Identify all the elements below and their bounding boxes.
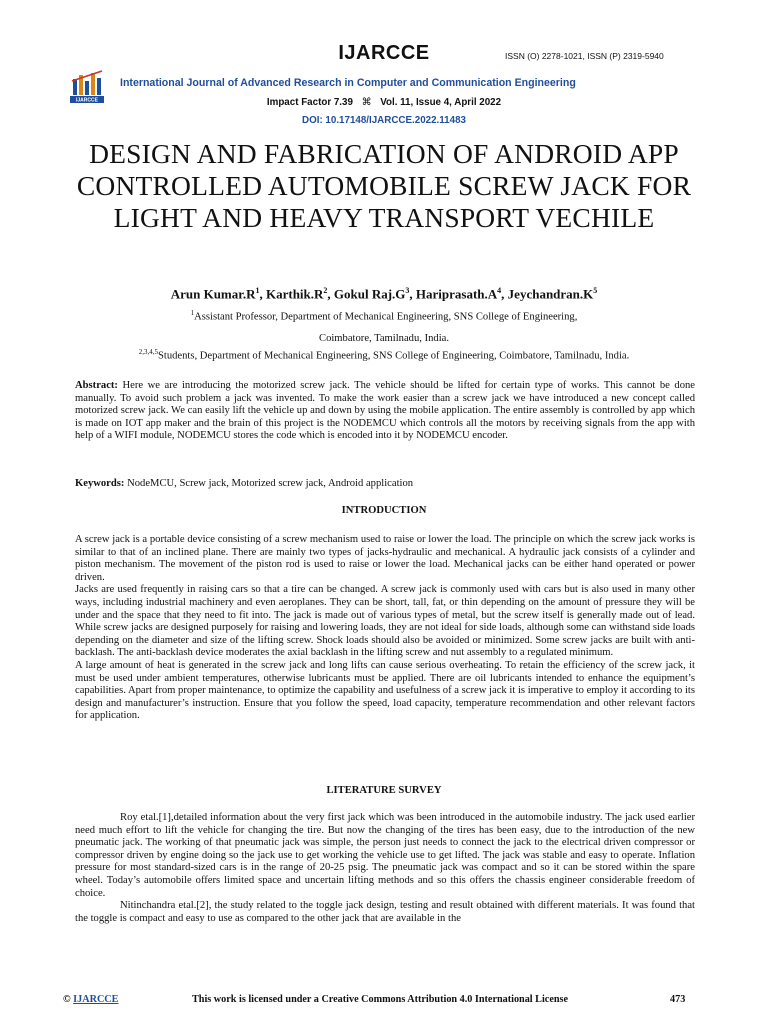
- license-text: This work is licensed under a Creative Commons Attribution 4.0 International License: [192, 994, 569, 1005]
- impact-factor: Impact Factor 7.39: [266, 97, 353, 108]
- affiliation-1: $^1$Assistant Professor, Department of Mechanical Engineering, SNS College of Engineering,: [190, 309, 578, 323]
- section-heading-literature-survey: LITERATURE SURVEY: [326, 785, 442, 796]
- paragraph: Nitinchandra etal.[2], the study related to the toggle jack design, testing and result obtained with different materials. It was found that the toggle is compact and easy to use as compared to the other jack that are available in the: [75, 900, 695, 924]
- paper-title: DESIGN AND FABRICATION OF ANDROID APP CONTROLLED AUTOMOBILE SCREW JACK FOR LIGHT AND HEAVY TRANSPORT VECHILE: [76, 138, 692, 233]
- separator-icon: ⌘: [361, 97, 372, 108]
- copyright-icon: ©: [63, 994, 71, 1005]
- abstract-text: Here we are introducing the motorized screw jack. The vehicle should be lifted for certain type of works. This cannot be done manually. To avoid such problem a jack was invented. To make the work easier than a screw jack we have introduced a new concept called motorized screw jack. We can easily lift the vehicle up and down by using the mobile application. The entire assembly is controlled by app which is made on IOT app maker and the brain of this project is the NODEMCU which controls all the motors by receiving signals from the app with help of a WIFI module, NODEMCU stores the code which is encoded into it by NODEMCU encoder.: [75, 380, 696, 442]
- impact-line: [0, 97, 768, 108]
- paragraph: A large amount of heat is generated in the screw jack and long lifts can cause serious overheating. To retain the efficiency of the screw jack, it must be used under ambient temperatures, otherwise lubricants must be applied. There are oil lubricants intended to enhance the equipment’s capabilities. Apart from proper maintenance, to optimize the capability and usefulness of a screw jack it is imperative to employ it according to its design and manufacturer’s instruction. Ensure that you follow the speed, load capacity, temperature recommendation and other relevant factors for application.: [75, 659, 695, 722]
- author-list: Arun $Kumar.R^1$, $Karthik.R^2$, Gokul $Raj.G^3$, $Hariprasath.A^4$, $Jeychandran.K^5$: [170, 286, 598, 302]
- affiliation-1-city: Coimbatore, Tamilnadu, India.: [319, 333, 449, 344]
- section-heading-introduction: INTRODUCTION: [341, 505, 427, 516]
- page-number: 473: [670, 994, 686, 1005]
- keywords-label: Keywords:: [75, 478, 125, 489]
- abstract: [75, 380, 695, 443]
- author-name: Karthik.R: [265, 286, 324, 302]
- journal-name: IJARCCE: [338, 42, 430, 64]
- paragraph: Roy etal.[1],detailed information about the very first jack which was been introduced in the automobile industry. The jack used earlier need much effort to lift the vehicle for changing the tire. But now the changing of the tires has been easy, due to the introduction of the new pneumatic jack. The working of that pneumatic jack was simple, the person just needs to connect the jack to the electrical driven compressor or compressor driven by engine doing so the jack use to get working the vehicle use to get lifted. The jack was stable and easy to operate. Inflation pressure for most standard-sized cars is in the range of 20-25 psig. The pneumatic jack was compact and so it can be stored within the spare wheel. Today’s automobile offers limited space and uncertain lifting methods and so this offers the chassis engineer considerable freedom of choice.: [75, 812, 695, 899]
- introduction-body: [75, 534, 695, 723]
- journal-full-name: International Journal of Advanced Research in Computer and Communication Engineering: [120, 77, 576, 89]
- keywords: [75, 478, 695, 491]
- paragraph: Jacks are used frequently in raising cars so that a tire can be changed. A screw jack is commonly used with cars but is also used in many other ways, including industrial machinery and even aeroplanes. They can be short, tall, fat, or thin depending on the amount of pressure they will be under and the space that they need to fit into. The jack is made out of various types of metal, but the screw itself is generally made out of lead. While screw jacks are designed purposely for raising and lowering loads, they are not ideal for side loads, although some can withstand side loads depending on the diameter and size of the lifting screw. Shock loads should also be avoided or minimized. Some screw jacks are built with anti-backlash. The anti-backlash device moderates the axial backlash in the lifting screw and nut assembly to a regulated minimum.: [75, 584, 695, 659]
- author-name: Arun Kumar.R: [170, 286, 256, 302]
- volume-issue: Vol. 11, Issue 4, April 2022: [380, 97, 502, 108]
- logo-text: IJARCCE: [76, 97, 98, 103]
- journal-link[interactable]: IJARCCE: [73, 994, 119, 1005]
- author-name: Jeychandran.K: [507, 286, 594, 302]
- literature-body: [75, 812, 695, 925]
- keywords-text: NodeMCU, Screw jack, Motorized screw jack, Android application: [127, 478, 414, 489]
- copyright: [63, 994, 118, 1005]
- abstract-label: Abstract:: [75, 380, 118, 391]
- paragraph: A screw jack is a portable device consisting of a screw mechanism used to raise or lower the load. The principle on which the screw jack works is similar to that of an inclined plane. There are mainly two types of jacks-hydraulic and mechanical. A hydraulic jack consists of a cylinder and piston mechanism. The movement of the piston rod is used to raise or lower the load. Mechanical jacks can be either hand operated or power driven.: [75, 534, 695, 583]
- doi: DOI: 10.17148/IJARCCE.2022.11483: [302, 115, 466, 126]
- page-footer: [0, 994, 768, 1012]
- author-name: Gokul Raj.G: [333, 286, 406, 302]
- issn: ISSN (O) 2278-1021, ISSN (P) 2319-5940: [505, 51, 664, 61]
- author-name: Hariprasath.A: [415, 286, 498, 302]
- affiliation-2: $^{2,3,4,5}$Students, Department of Mechanical Engineering, SNS College of Engineering, Coimbatore, Tamilnadu, India.: [138, 348, 630, 362]
